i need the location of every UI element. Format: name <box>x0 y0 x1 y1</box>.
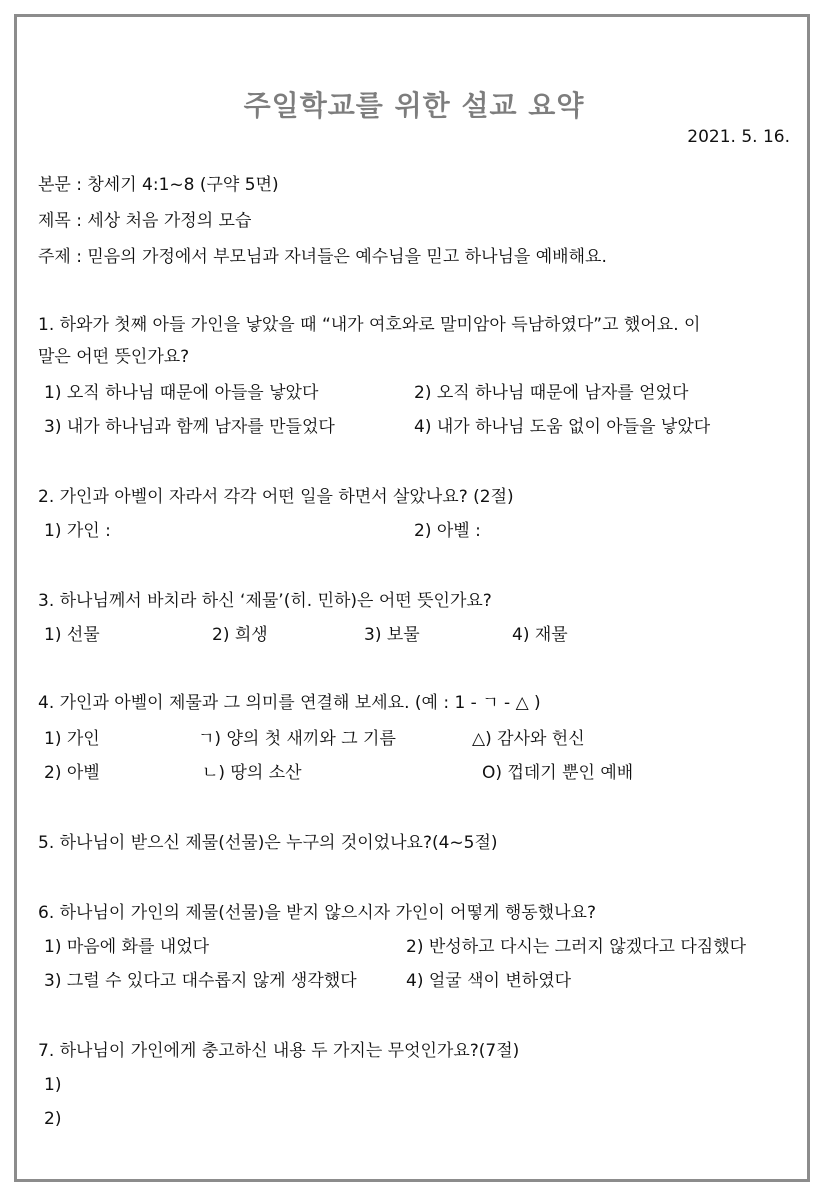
question-2-option-1: 1) 가인 : <box>44 521 111 541</box>
question-1-option-2: 2) 오직 하나님 때문에 남자를 얻었다 <box>414 383 689 403</box>
question-6: 6. 하나님이 가인의 제물(선물)을 받지 않으시자 가인이 어떻게 행동했나요? <box>38 903 596 923</box>
question-7-answer-2: 2) <box>44 1109 62 1129</box>
question-6-option-4: 4) 얼굴 색이 변하였다 <box>406 971 572 991</box>
question-3-option-1: 1) 선물 <box>44 625 100 645</box>
question-2-option-2: 2) 아벨 : <box>414 521 481 541</box>
theme-line: 주제 : 믿음의 가정에서 부모님과 자녀들은 예수님을 믿고 하나님을 예배해요. <box>38 247 607 267</box>
question-2: 2. 가인과 아벨이 자라서 각각 어떤 일을 하면서 살았나요? (2절) <box>38 487 514 507</box>
passage-line: 본문 : 창세기 4:1~8 (구약 5면) <box>38 175 279 195</box>
question-3: 3. 하나님께서 바치라 하신 ‘제물’(히. 민하)은 어떤 뜻인가요? <box>38 591 492 611</box>
question-3-option-2: 2) 희생 <box>212 625 268 645</box>
question-4-row-2-meaning: O) 껍데기 뿐인 예배 <box>482 763 634 783</box>
question-4-row-2-offering: ㄴ) 땅의 소산 <box>202 763 302 783</box>
question-1-line-2: 말은 어떤 뜻인가요? <box>38 347 190 367</box>
question-4: 4. 가인과 아벨이 제물과 그 의미를 연결해 보세요. (예 : 1 - ㄱ - △ ) <box>38 693 541 713</box>
question-6-option-1: 1) 마음에 화를 내었다 <box>44 937 210 957</box>
question-1-option-3: 3) 내가 하나님과 함께 남자를 만들었다 <box>44 417 335 437</box>
question-7: 7. 하나님이 가인에게 충고하신 내용 두 가지는 무엇인가요?(7절) <box>38 1041 520 1061</box>
question-4-row-1-person: 1) 가인 <box>44 729 100 749</box>
question-1-line-1: 1. 하와가 첫째 아들 가인을 낳았을 때 “내가 여호와로 말미암아 득남하였다”고 했어요. 이 <box>38 315 701 335</box>
question-3-option-4: 4) 재물 <box>512 625 568 645</box>
question-7-answer-1: 1) <box>44 1075 62 1095</box>
question-1-option-1: 1) 오직 하나님 때문에 아들을 낳았다 <box>44 383 319 403</box>
question-4-row-1-meaning: △) 감사와 헌신 <box>472 729 585 749</box>
question-6-option-2: 2) 반성하고 다시는 그러지 않겠다고 다짐했다 <box>406 937 747 957</box>
date: 2021. 5. 16. <box>687 127 790 147</box>
question-6-option-3: 3) 그럴 수 있다고 대수롭지 않게 생각했다 <box>44 971 357 991</box>
question-4-row-2-person: 2) 아벨 <box>44 763 100 783</box>
question-3-option-3: 3) 보물 <box>364 625 420 645</box>
page-title: 주일학교를 위한 설교 요약 <box>243 89 585 122</box>
question-5: 5. 하나님이 받으신 제물(선물)은 누구의 것이었나요?(4~5절) <box>38 833 498 853</box>
question-4-row-1-offering: ㄱ) 양의 첫 새끼와 그 기름 <box>198 729 396 749</box>
subject-line: 제목 : 세상 처음 가정의 모습 <box>38 211 252 231</box>
question-1-option-4: 4) 내가 하나님 도움 없이 아들을 낳았다 <box>414 417 711 437</box>
